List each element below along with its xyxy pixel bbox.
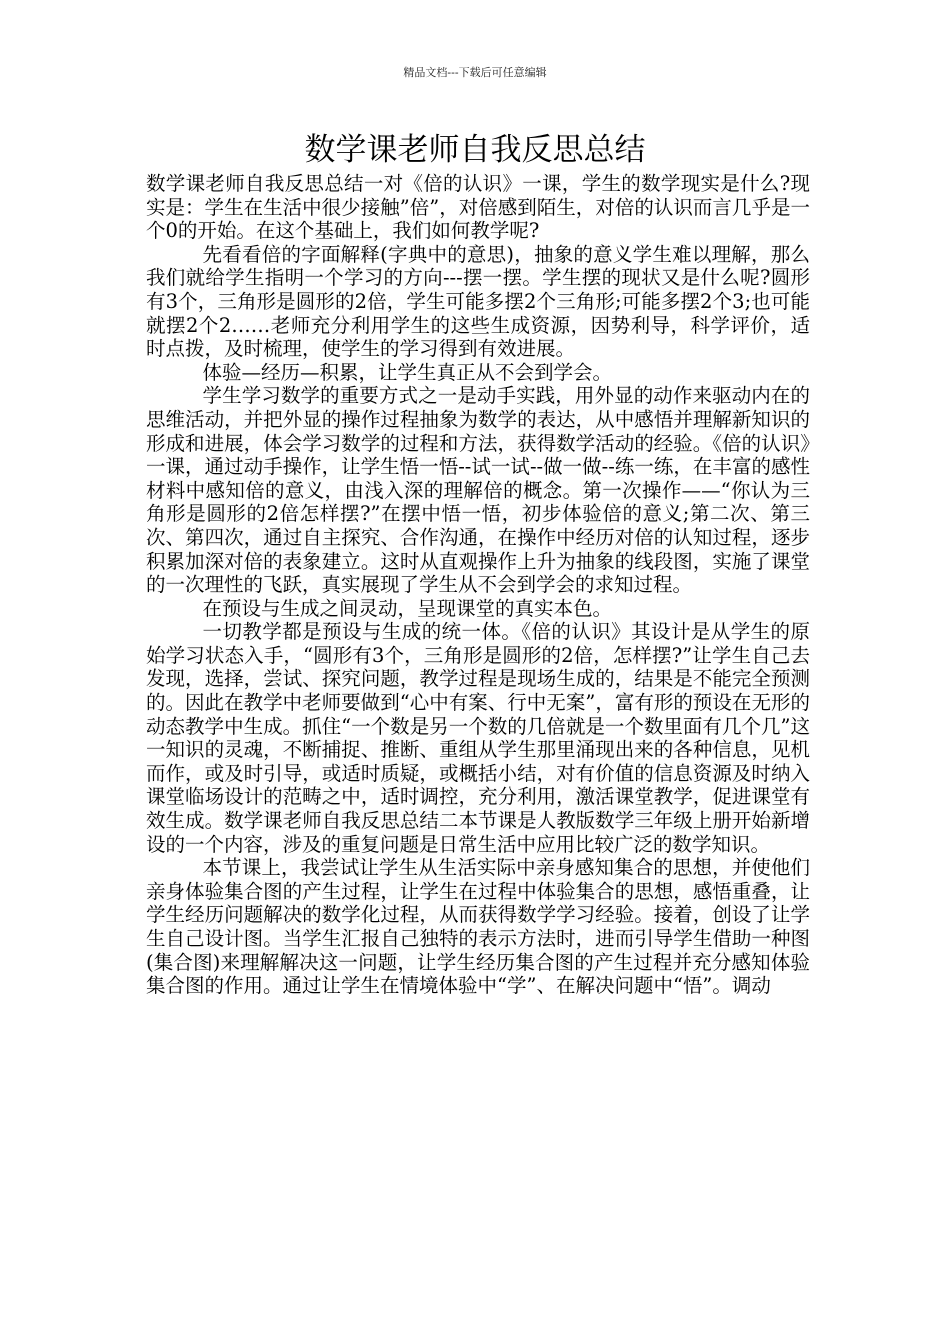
document-title: 数学课老师自我反思总结 (304, 132, 646, 168)
paragraph-1: 数学课老师自我反思总结一对《倍的认识》一课，学生的数学现实是什么?现实是：学生在生活中很少接触”倍”，对倍感到陌生，对倍的认识而言几乎是一个0的开始。在这个基础上，我们如何教学呢? (146, 172, 810, 243)
paragraph-6: 一切教学都是预设与生成的统一体。《倍的认识》其设计是从学生的原始学习状态入手，“圆形有3个，三角形是圆形的2倍，怎样摆?”让学生自己去发现，选择，尝试、探究问题，教学过程是现场生成的，结果是不能完全预测的。因此在教学中老师要做到“心中有案、行中无案”，富有形的预设在无形的动态教学中生成。抓住“一个数是另一个数的几倍就是一个数里面有几个几”这一知识的灵魂，不断捕捉、推断、重组从学生那里涌现出来的各种信息，见机而作，或及时引导，或适时质疑，或概括小结，对有价值的信息资源及时纳入课堂临场设计的范畴之中，适时调控，充分利用，激活课堂教学，促进课堂有效生成。数学课老师自我反思总结二本节课是人教版数学三年级上册开始新增设的一个内容，涉及的重复问题是日常生活中应用比较广泛的数学知识。 (146, 620, 810, 856)
document-body (146, 172, 810, 998)
paragraph-4: 学生学习数学的重要方式之一是动手实践，用外显的动作来驱动内在的思维活动，并把外显的操作过程抽象为数学的表达，从中感悟并理解新知识的形成和进展，体会学习数学的过程和方法，获得数学活动的经验。《倍的认识》一课，通过动手操作，让学生悟一悟--试一试--做一做--练一练，在丰富的感性材料中感知倍的意义，由浅入深的理解倍的概念。第一次操作——“你认为三角形是圆形的2倍怎样摆?”在摆中悟一悟，初步体验倍的意义;第二次、第三次、第四次，通过自主探究、合作沟通，在操作中经历对倍的认知过程，逐步积累加深对倍的表象建立。这时从直观操作上升为抽象的线段图，实施了课堂的一次理性的飞跃，真实展现了学生从不会到学会的求知过程。 (146, 384, 810, 597)
paragraph-5: 在预设与生成之间灵动，呈现课堂的真实本色。 (202, 596, 613, 620)
paragraph-3: 体验—经历—积累，让学生真正从不会到学会。 (202, 360, 613, 384)
paragraph-7: 本节课上，我尝试让学生从生活实际中亲身感知集合的思想，并使他们亲身体验集合图的产生过程，让学生在过程中体验集合的思想，感悟重叠，让学生经历问题解决的数学化过程，从而获得数学学习经验。接着，创设了让学生自己设计图。当学生汇报自己独特的表示方法时，进而引导学生借助一种图(集合图)来理解解决这一问题，让学生经历集合图的产生过程并充分感知体验集合图的作用。通过让学生在情境体验中“学”、在解决问题中“悟”。调动 (146, 856, 810, 998)
paragraph-2: 先看看倍的字面解释(字典中的意思)，抽象的意义学生难以理解，那么我们就给学生指明一个学习的方向---摆一摆。学生摆的现状又是什么呢?圆形有3个，三角形是圆形的2倍，学生可能多摆2个三角形;可能多摆2个3;也可能就摆2个2……老师充分利用学生的这些生成资源，因势利导，科学评价，适时点拨，及时梳理，使学生的学习得到有效进展。 (146, 242, 810, 361)
header-note: 精品文档---下载后可任意编辑 (403, 66, 547, 79)
